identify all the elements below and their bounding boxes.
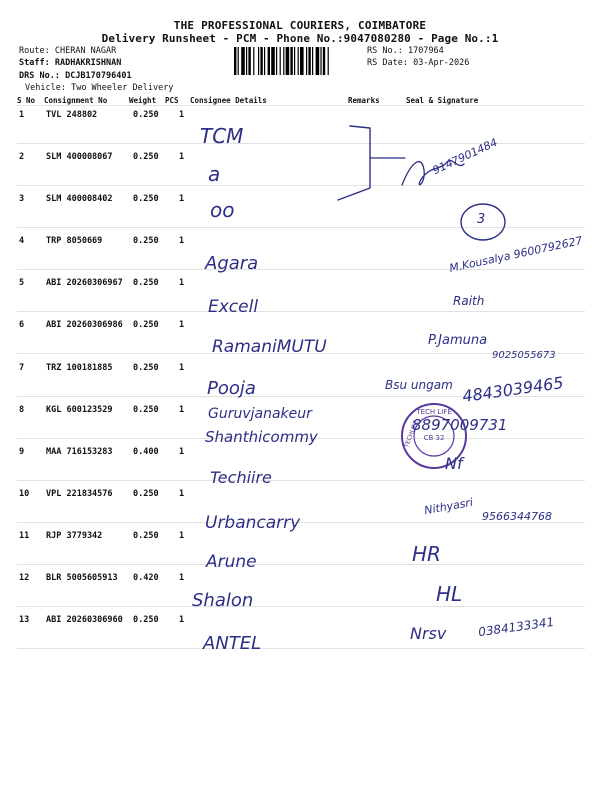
cell-consignment: SLM 400008067 — [46, 152, 113, 162]
hw-signature-7: 4843039465 — [461, 373, 565, 406]
hw-signature-3: 3 — [477, 212, 486, 227]
cell-consignment: ABI 20260306967 — [46, 278, 123, 288]
hw-consignee-12: Shalon — [192, 590, 254, 611]
hw-signature-2: 9147901484 — [430, 135, 500, 178]
cell-pcs: 1 — [179, 405, 185, 415]
cell-weight: 0.250 — [133, 405, 159, 415]
col-header-consignee: Consignee Details — [190, 96, 267, 105]
hw-signature-6: 9025055673 — [492, 350, 556, 361]
cell-weight: 0.420 — [133, 573, 159, 583]
hw-consignee-10: Urbancarry — [205, 513, 301, 533]
barcode-image — [234, 47, 362, 75]
signature-scribble-2-icon — [392, 150, 472, 200]
cell-consignment: TVL 248802 — [46, 110, 98, 120]
row-divider — [17, 143, 585, 144]
cell-pcs: 1 — [179, 194, 185, 204]
cell-weight: 0.250 — [133, 278, 159, 288]
col-header-consignment: Consignment No — [44, 96, 108, 105]
cell-consignment: TRZ 100181885 — [46, 363, 113, 373]
rs-date-line — [367, 58, 469, 68]
staff-label: Staff: — [19, 58, 50, 68]
cell-sno: 4 — [19, 236, 25, 246]
cell-pcs: 1 — [179, 531, 185, 541]
route-label: Route: — [19, 46, 50, 56]
cell-weight: 0.250 — [133, 615, 159, 625]
stamp-center: CB 32 — [423, 434, 445, 442]
cell-pcs: 1 — [179, 236, 185, 246]
cell-sno: 2 — [19, 152, 25, 162]
hw-signature-13-name: Nrsv — [410, 624, 447, 643]
hw-consignee-7: Pooja — [207, 378, 256, 399]
cell-consignment: VPL 221834576 — [46, 489, 113, 499]
vehicle-label: Vehicle: — [25, 83, 66, 93]
cell-pcs: 1 — [179, 363, 185, 373]
hw-signature-5: Raith — [453, 294, 485, 308]
runsheet-subtitle: Delivery Runsheet - PCM - Phone No.:9047080280 - Page No.:1 — [101, 32, 499, 45]
vehicle-value: Two Wheeler Delivery — [71, 83, 174, 93]
cell-consignment: ABI 20260306986 — [46, 320, 123, 330]
row-divider — [17, 480, 585, 481]
hw-consignee-8-line2: Shanthicommy — [205, 428, 318, 446]
cell-sno: 6 — [19, 320, 25, 330]
rs-no-label: RS No.: — [367, 46, 403, 56]
hw-consignee-8: Guruvjanakeur — [208, 406, 312, 422]
cell-sno: 10 — [19, 489, 30, 499]
cell-pcs: 1 — [179, 320, 185, 330]
cell-weight: 0.250 — [133, 363, 159, 373]
hw-signature-10: 9566344768 — [482, 510, 552, 523]
drs-label: DRS No.: — [19, 71, 60, 81]
rs-date-label: RS Date: — [367, 58, 408, 68]
row-divider — [17, 269, 585, 270]
cell-weight: 0.250 — [133, 152, 159, 162]
cell-consignment: MAA 716153283 — [46, 447, 113, 457]
cell-sno: 9 — [19, 447, 25, 457]
hw-signature-7-line2: Bsu ungam — [385, 378, 453, 392]
cell-weight: 0.250 — [133, 110, 159, 120]
cell-consignment: RJP 3779342 — [46, 531, 103, 541]
cell-sno: 11 — [19, 531, 30, 541]
cell-pcs: 1 — [179, 615, 185, 625]
cell-weight: 0.250 — [133, 489, 159, 499]
cell-pcs: 1 — [179, 278, 185, 288]
stamp-ring-side: TECHLIFE — [403, 419, 420, 449]
company-title: THE PROFESSIONAL COURIERS, COIMBATORE — [173, 19, 427, 32]
rs-no-line — [367, 46, 444, 56]
cell-sno: 1 — [19, 110, 25, 120]
hw-signature-11: HR — [412, 542, 441, 566]
row-divider — [17, 185, 585, 186]
cell-consignment: SLM 400008402 — [46, 194, 113, 204]
staff-line — [19, 58, 121, 68]
cell-weight: 0.250 — [133, 320, 159, 330]
cell-consignment: KGL 600123529 — [46, 405, 113, 415]
cell-pcs: 1 — [179, 447, 185, 457]
cell-consignment: TRP 8050669 — [46, 236, 103, 246]
hw-consignee-2: a — [208, 162, 221, 186]
route-value: CHERAN NAGAR — [54, 46, 117, 56]
route-line — [19, 46, 116, 56]
hw-consignee-4: Agara — [205, 253, 259, 274]
cell-consignment: ABI 20260306960 — [46, 615, 123, 625]
cell-sno: 7 — [19, 363, 25, 373]
cell-pcs: 1 — [179, 152, 185, 162]
row-divider — [17, 564, 585, 565]
cell-sno: 8 — [19, 405, 25, 415]
cell-sno: 5 — [19, 278, 25, 288]
col-header-pcs: PCS — [165, 96, 179, 105]
hw-signature-6-name: P.Jamuna — [428, 333, 488, 348]
hw-consignee-6: RamaniMUTU — [212, 337, 327, 357]
rs-no-value: 1707964 — [407, 46, 444, 56]
header-divider — [17, 105, 585, 106]
cell-weight: 0.250 — [133, 236, 159, 246]
hw-signature-13: 0384133341 — [477, 614, 555, 640]
hw-consignee-9: Techiire — [210, 468, 272, 487]
cell-pcs: 1 — [179, 489, 185, 499]
cell-sno: 3 — [19, 194, 25, 204]
cell-pcs: 1 — [179, 573, 185, 583]
hw-signature-8: 8897009731 — [412, 416, 508, 434]
cell-weight: 0.250 — [133, 531, 159, 541]
hw-signature-10-name: Nithyasri — [423, 495, 474, 518]
drs-value: DCJB170796401 — [65, 71, 132, 81]
hw-consignee-3: oo — [210, 198, 235, 222]
hw-consignee-13: ANTEL — [203, 633, 262, 654]
cell-sno: 12 — [19, 573, 30, 583]
stamp-ring-top: TECH LIFE — [416, 408, 452, 416]
hw-signature-4: M.Kousalya 9600792627 — [448, 234, 584, 275]
cell-weight: 0.400 — [133, 447, 159, 457]
cell-weight: 0.250 — [133, 194, 159, 204]
rs-date-value: 03-Apr-2026 — [413, 58, 470, 68]
col-header-remarks: Remarks — [348, 96, 380, 105]
row-divider — [17, 648, 585, 649]
hw-consignee-1: TCM — [200, 124, 244, 148]
hw-signature-12: HL — [436, 582, 463, 606]
hw-consignee-11: Arune — [206, 552, 257, 572]
cell-pcs: 1 — [179, 110, 185, 120]
cell-consignment: BLR 5005605913 — [46, 573, 118, 583]
col-header-seal: Seal & Signature — [406, 96, 479, 105]
col-header-weight: Weight — [129, 96, 157, 105]
staff-value: RADHAKRISHNAN — [54, 58, 122, 68]
col-header-sno: S No — [17, 96, 36, 105]
row-divider — [17, 311, 585, 312]
vehicle-line — [25, 83, 173, 93]
hw-consignee-5: Excell — [208, 297, 259, 317]
row-divider — [17, 606, 585, 607]
hw-signature-9: Nf — [445, 454, 463, 473]
drs-line — [19, 71, 132, 81]
cell-sno: 13 — [19, 615, 30, 625]
